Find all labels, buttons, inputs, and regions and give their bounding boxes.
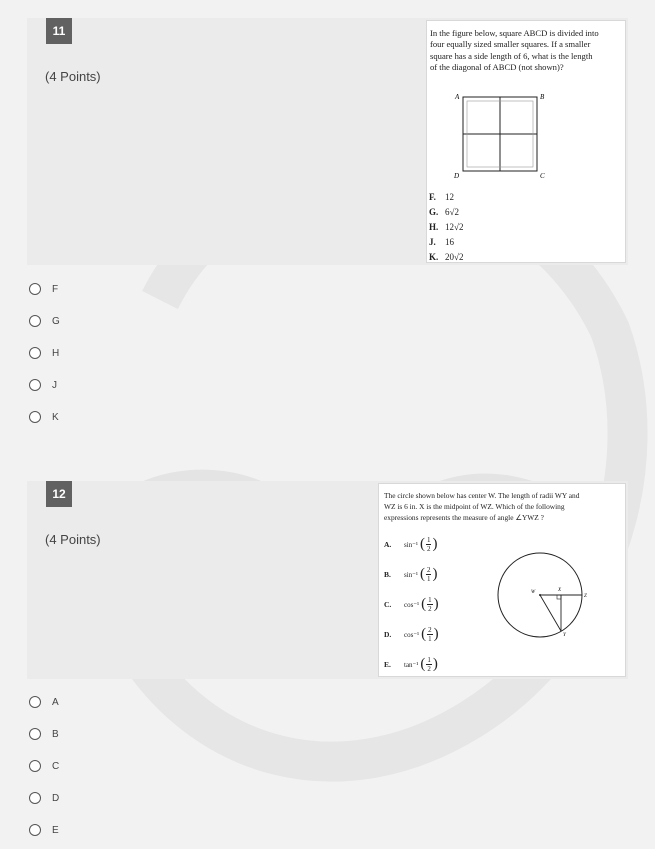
radio-button[interactable] [29, 728, 41, 740]
image-choice-g: G. 6√2 [429, 207, 459, 217]
radio-button[interactable] [29, 379, 41, 391]
option-f[interactable] [29, 281, 58, 297]
vertex-label-c: C [540, 172, 545, 180]
radio-button[interactable] [29, 792, 41, 804]
option-j[interactable] [29, 377, 57, 393]
image-choice-h: H. 12√2 [429, 222, 464, 232]
option-label: A [52, 696, 59, 708]
question-card-12 [27, 481, 628, 679]
vertex-label-d: D [454, 172, 460, 180]
option-label: B [52, 728, 59, 740]
image-choice-c: C. cos⁻¹ ( $\frac{1}{2}$ ) [384, 596, 439, 613]
option-c[interactable] [29, 758, 59, 774]
radio-button[interactable] [29, 696, 41, 708]
radio-button[interactable] [29, 760, 41, 772]
option-label: D [52, 792, 60, 804]
radio-button[interactable] [29, 283, 41, 295]
image-choice-f: F. 12 [429, 192, 454, 202]
option-label: C [52, 760, 60, 772]
option-d[interactable] [29, 790, 59, 806]
square-figure [449, 91, 579, 181]
point-label-y: Y [563, 633, 566, 638]
image-choice-d: D. cos⁻¹ ( $\frac{2}{1}$ ) [384, 626, 439, 643]
question-number: 12 [46, 481, 72, 507]
question-prompt: In the figure below, square ABCD is divided into four equally sized smaller squares. If a smaller square has a side length of 6, what is the length of the diagonal of ABCD (not shown)? [430, 28, 599, 73]
option-label: E [52, 824, 59, 836]
question-points: (4 Points) [45, 532, 101, 547]
question-image [378, 483, 626, 677]
point-label-w: W [531, 590, 536, 595]
option-a[interactable] [29, 694, 59, 710]
option-e[interactable] [29, 822, 59, 838]
point-label-z: Z [584, 594, 587, 599]
option-k[interactable] [29, 409, 59, 425]
image-choice-k: K. 20√2 [429, 252, 464, 262]
option-label: H [52, 347, 60, 359]
question-prompt: The circle shown below has center W. The length of radii WY and WZ is 6 in. X is the midpoint of WZ. Which of the following expressions represents the measure of angle ∠YWZ ? [384, 491, 580, 522]
point-label-x: X [558, 588, 562, 593]
option-label: J [52, 379, 57, 391]
image-choice-e: E. tan⁻¹ ( $\frac{1}{2}$ ) [384, 656, 438, 673]
option-label: F [52, 283, 59, 295]
option-b[interactable] [29, 726, 59, 742]
option-label: G [52, 315, 60, 327]
radio-button[interactable] [29, 347, 41, 359]
question-card-11 [27, 18, 628, 265]
option-label: K [52, 411, 59, 423]
vertex-label-b: B [540, 93, 545, 101]
option-h[interactable] [29, 345, 59, 361]
vertex-label-a: A [455, 93, 460, 101]
radio-button[interactable] [29, 315, 41, 327]
radio-button[interactable] [29, 824, 41, 836]
question-points: (4 Points) [45, 69, 101, 84]
image-choice-j: J. 16 [429, 237, 454, 247]
image-choice-a: A. sin⁻¹ ( $\frac{1}{2}$ ) [384, 536, 438, 553]
question-number: 11 [46, 18, 72, 44]
circle-figure [491, 550, 591, 646]
option-g[interactable] [29, 313, 60, 329]
radio-button[interactable] [29, 411, 41, 423]
question-image [426, 20, 626, 263]
image-choice-b: B. sin⁻¹ ( $\frac{2}{1}$ ) [384, 566, 438, 583]
